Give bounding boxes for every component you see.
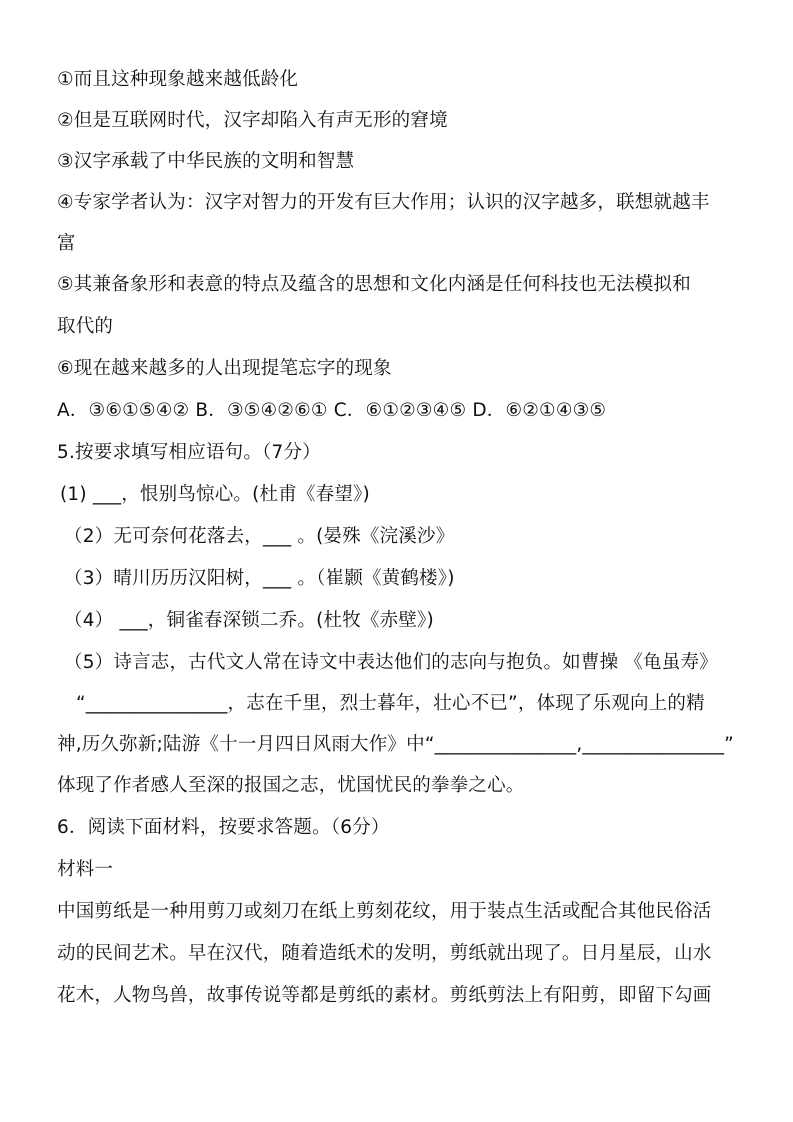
- question-6-title: 6．阅读下面材料，按要求答题。（6分）: [57, 817, 390, 838]
- question-5-part-5-line1: （5）诗言志，古代文人常在诗文中表达他们的志向与抱负。如曹操 《龟虽寿》: [64, 652, 718, 673]
- answer-choices: A．③⑥①⑤④② B．③⑤④②⑥① C．⑥①②③④⑤ D．⑥②①④③⑤: [57, 400, 607, 421]
- option-item-4-line2: 富: [57, 233, 76, 254]
- question-5-part-3: （3）晴川历历汉阳树，___ 。（崔颢《黄鹤楼》): [64, 568, 455, 589]
- option-item-2: ②但是互联网时代，汉字却陷入有声无形的窘境: [57, 110, 448, 131]
- question-5-part-2: （2）无可奈何花落去，___ 。(晏殊《浣溪沙》: [64, 526, 455, 547]
- option-item-5-line2: 取代的: [57, 316, 114, 337]
- option-item-1: ①而且这种现象越来越低龄化: [57, 69, 299, 90]
- question-5-part-5-line2: “_______________，志在千里，烈士暮年，壮心不已”，体现了乐观向上的精: [76, 693, 705, 714]
- option-item-4-line1: ④专家学者认为：汉字对智力的开发有巨大作用；认识的汉字越多，联想就越丰: [57, 192, 710, 213]
- option-item-3: ③汉字承载了中华民族的文明和智慧: [57, 151, 355, 172]
- option-item-6: ⑥现在越来越多的人出现提笔忘字的现象: [57, 358, 392, 379]
- option-item-5-line1: ⑤其兼备象形和表意的特点及蕴含的思想和文化内涵是任何科技也无法模拟和: [57, 274, 691, 295]
- material-heading: 材料一: [57, 859, 114, 880]
- material-paragraph-line1: 中国剪纸是一种用剪刀或刻刀在纸上剪刻花纹，用于装点生活或配合其他民俗活: [57, 901, 712, 922]
- question-5-part-4: （4） ___，铜雀春深锁二乔。(杜牧《赤壁》): [64, 610, 434, 631]
- question-5-part-5-line3: 神,历久弥新;陆游《十一月四日风雨大作》中“_______________,_______________”: [57, 734, 734, 755]
- question-5-part-1: (1) ___，恨别鸟惊心。(杜甫《春望》): [60, 484, 370, 505]
- question-5-part-5-line4: 体现了作者感人至深的报国之志，忧国忧民的拳拳之心。: [57, 775, 525, 796]
- question-5-title: 5.按要求填写相应语句。（7分）: [57, 442, 321, 463]
- material-paragraph-line2: 动的民间艺术。早在汉代，随着造纸术的发明，剪纸就出现了。日月星辰，山水: [57, 943, 712, 964]
- material-paragraph-line3: 花木，人物鸟兽，故事传说等都是剪纸的素材。剪纸剪法上有阳剪，即留下勾画: [57, 985, 712, 1006]
